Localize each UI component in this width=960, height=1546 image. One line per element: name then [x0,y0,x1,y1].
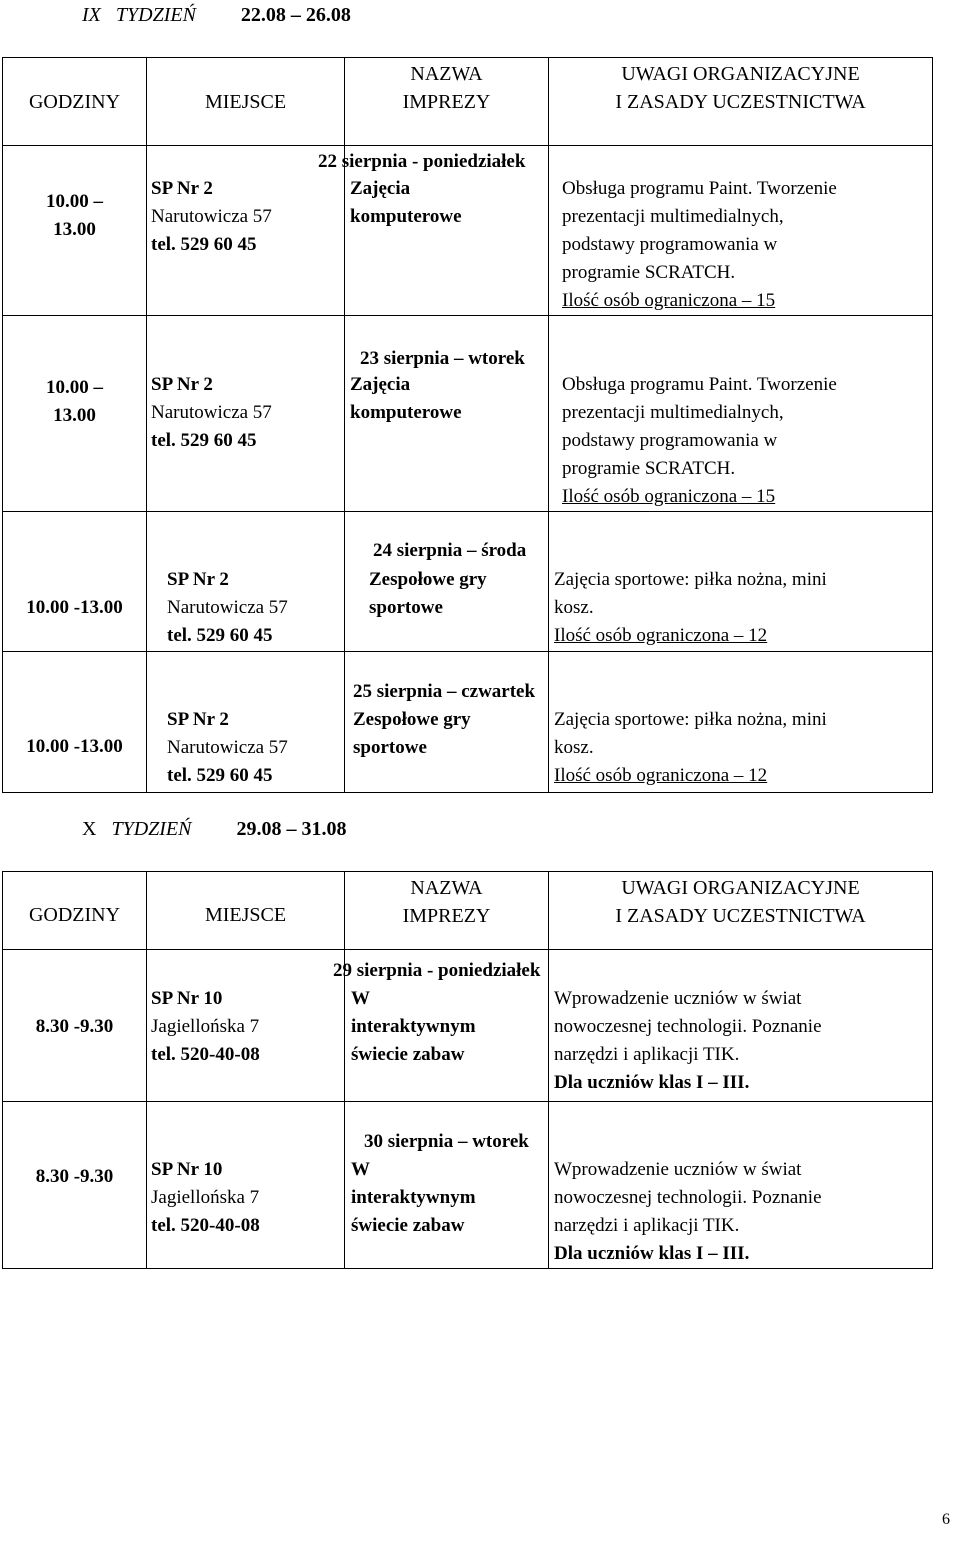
table-row [3,316,933,512]
week-word: TYDZIEŃ [111,818,192,840]
header-notes-cell [549,872,933,950]
header-place-cell [147,58,345,146]
time-line1: 8.30 -9.30 [35,1166,114,1187]
time-cell [3,512,147,652]
place-phone: tel. 529 60 45 [167,765,273,786]
schedule-table [2,871,933,1269]
week-title [82,4,351,27]
header-row [3,872,933,950]
day-label: 30 sierpnia – wtorek [364,1131,529,1152]
notes-limit: Ilość osób ograniczona – 15 [562,290,776,311]
place-school: SP Nr 10 [151,988,223,1009]
event-line1: Zajęcia [350,178,411,199]
notes-audience: Dla uczniów klas I – III. [554,1072,750,1093]
header-time: GODZINY [28,904,121,926]
event-cell [345,1102,549,1269]
header-notes-line2: I ZASADY UCZESTNICTWA [615,91,866,113]
place-cell [147,950,345,1102]
day-label: 23 sierpnia – wtorek [360,348,525,369]
event-line1: Zajęcia [350,374,411,395]
time-line1: 10.00 -13.00 [26,597,123,618]
event-cell [333,950,549,1102]
event-cell [345,652,549,793]
place-street: Narutowicza 57 [167,597,288,618]
notes-audience: Dla uczniów klas I – III. [554,1243,750,1264]
place-street: Narutowicza 57 [151,402,272,423]
event-cell [318,146,549,316]
event-line3: świecie zabaw [351,1215,465,1236]
event-line2: sportowe [353,737,427,758]
notes-limit: Ilość osób ograniczona – 15 [562,486,776,507]
place-street: Narutowicza 57 [151,206,272,227]
day-label: 25 sierpnia – czwartek [353,681,536,702]
place-cell [147,512,345,652]
table-row [3,1102,933,1269]
event-line1: W [351,988,370,1009]
place-cell [147,316,345,512]
page-number: 6 [942,1511,950,1528]
time-cell [3,316,147,512]
time-line1: 10.00 -13.00 [26,736,123,757]
header-event-line2: IMPREZY [402,905,491,927]
header-row [3,58,933,146]
week-dates: 29.08 – 31.08 [236,818,347,840]
day-label: 24 sierpnia – środa [373,540,527,561]
table-row [3,512,933,652]
notes-line2: nowoczesnej technologii. Poznanie [554,1187,822,1208]
header-time-cell [3,872,147,950]
notes-line4: programie SCRATCH. [562,262,736,283]
header-event-line1: NAZWA [410,63,483,85]
header-notes-line1: UWAGI ORGANIZACYJNE [621,877,860,899]
table-row [3,950,933,1102]
header-time-cell [3,58,147,146]
notes-line2: nowoczesnej technologii. Poznanie [554,1016,822,1037]
notes-cell [549,652,933,793]
day-label: 29 sierpnia - poniedziałek [333,960,541,981]
header-time: GODZINY [28,91,121,113]
notes-line1: Obsługa programu Paint. Tworzenie [562,178,837,199]
event-line2: interaktywnym [351,1016,476,1037]
header-event-cell [345,58,549,146]
header-event-line2: IMPREZY [402,91,491,113]
place-cell [147,1102,345,1269]
notes-cell [549,146,933,316]
notes-line3: narzędzi i aplikacji TIK. [554,1044,740,1065]
week-dates: 22.08 – 26.08 [240,4,351,26]
notes-line2: prezentacji multimedialnych, [562,206,784,227]
notes-line1: Wprowadzenie uczniów w świat [554,1159,802,1180]
place-school: SP Nr 10 [151,1159,223,1180]
notes-line1: Wprowadzenie uczniów w świat [554,988,802,1009]
notes-line2: prezentacji multimedialnych, [562,402,784,423]
notes-cell [549,316,933,512]
event-line2: sportowe [369,597,443,618]
place-cell [147,652,345,793]
place-cell [147,146,345,316]
notes-cell [549,950,933,1102]
header-notes-line1: UWAGI ORGANIZACYJNE [621,63,860,85]
week-word: TYDZIEŃ [115,4,196,26]
event-cell [345,512,549,652]
time-line1: 8.30 -9.30 [35,1016,114,1037]
event-line1: W [351,1159,370,1180]
place-school: SP Nr 2 [151,178,213,199]
notes-limit: Ilość osób ograniczona – 12 [554,625,768,646]
time-cell [3,1102,147,1269]
header-place: MIEJSCE [204,904,287,926]
time-cell [3,146,147,316]
place-school: SP Nr 2 [151,374,213,395]
event-cell [345,316,549,512]
header-place-cell [147,872,345,950]
place-school: SP Nr 2 [167,569,229,590]
event-line1: Zespołowe gry [369,569,487,590]
notes-cell [549,1102,933,1269]
notes-line3: narzędzi i aplikacji TIK. [554,1215,740,1236]
place-street: Jagiellońska 7 [151,1016,260,1037]
notes-line1: Obsługa programu Paint. Tworzenie [562,374,837,395]
notes-line1: Zajęcia sportowe: piłka nożna, mini [554,709,827,730]
header-event-cell [345,872,549,950]
header-event-line1: NAZWA [410,877,483,899]
table-row [3,146,933,316]
event-line1: Zespołowe gry [353,709,471,730]
day-label: 22 sierpnia - poniedziałek [318,151,526,172]
event-line2: komputerowe [350,402,462,423]
place-phone: tel. 529 60 45 [151,234,257,255]
notes-line2: kosz. [554,737,594,758]
place-phone: tel. 520-40-08 [151,1044,260,1065]
time-line1: 10.00 – [46,377,103,398]
time-cell [3,652,147,793]
place-phone: tel. 529 60 45 [167,625,273,646]
notes-line2: kosz. [554,597,594,618]
place-phone: tel. 529 60 45 [151,430,257,451]
header-place: MIEJSCE [204,91,287,113]
event-line2: komputerowe [350,206,462,227]
week-number: X [82,818,97,840]
header-notes-line2: I ZASADY UCZESTNICTWA [615,905,866,927]
time-line2: 13.00 [53,405,96,426]
event-line2: interaktywnym [351,1187,476,1208]
notes-line3: podstawy programowania w [562,234,778,255]
table-row [3,652,933,793]
time-cell [3,950,147,1102]
notes-limit: Ilość osób ograniczona – 12 [554,765,768,786]
time-line1: 10.00 – [46,191,103,212]
week-title [82,818,346,841]
place-phone: tel. 520-40-08 [151,1215,260,1236]
notes-line1: Zajęcia sportowe: piłka nożna, mini [554,569,827,590]
header-notes-cell [549,58,933,146]
notes-line4: programie SCRATCH. [562,458,736,479]
time-line2: 13.00 [53,219,96,240]
schedule-table [2,57,933,793]
notes-line3: podstawy programowania w [562,430,778,451]
event-line3: świecie zabaw [351,1044,465,1065]
place-street: Narutowicza 57 [167,737,288,758]
notes-cell [549,512,933,652]
place-school: SP Nr 2 [167,709,229,730]
place-street: Jagiellońska 7 [151,1187,260,1208]
week-number: IX [82,4,101,26]
